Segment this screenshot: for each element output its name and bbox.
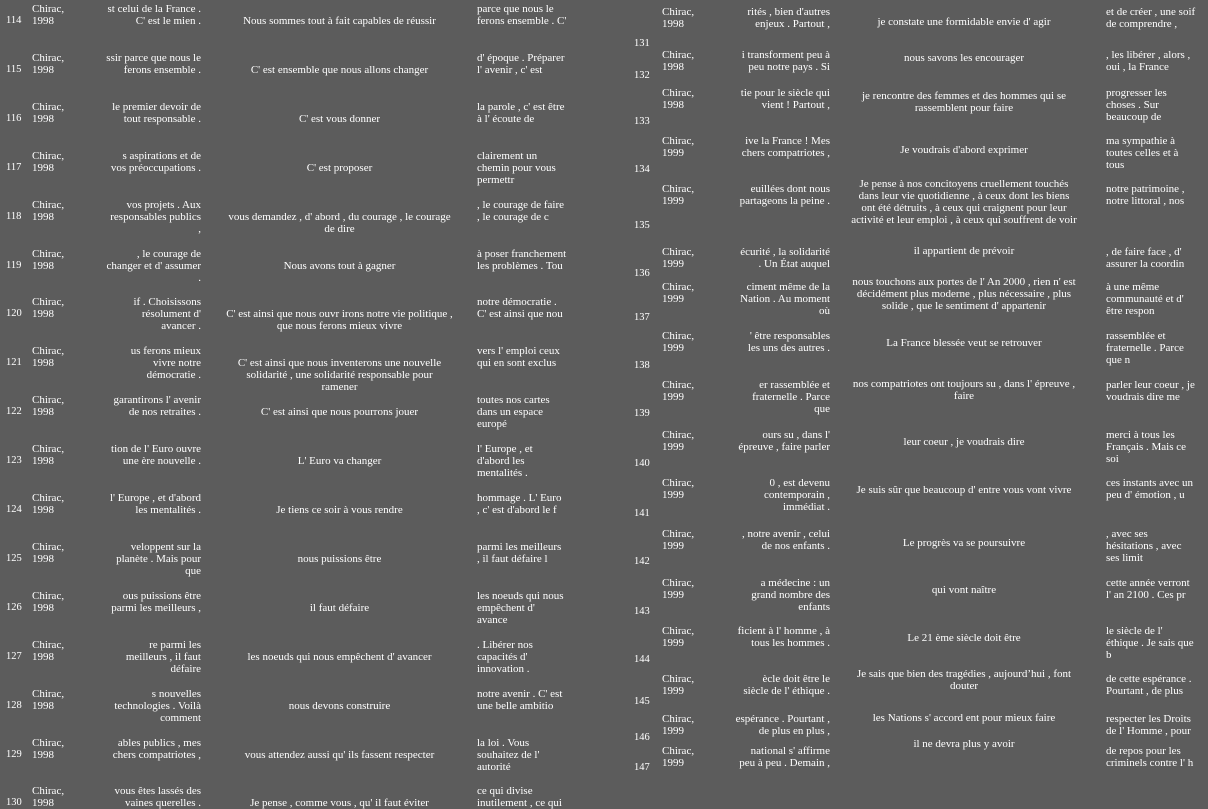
row-number: 130 — [6, 797, 22, 809]
row-number: 119 — [6, 259, 22, 271]
right-context: parce que nous le ferons ensemble . C' — [477, 3, 567, 27]
author-year: Chirac, 1999 — [662, 246, 695, 270]
author-year: Chirac, 1999 — [662, 673, 695, 697]
author-year: Chirac, 1998 — [32, 100, 65, 125]
keyword-context: Nous sommes tout à fait capables de réussir — [243, 15, 436, 27]
author-year: Chirac, 1998 — [32, 149, 65, 174]
right-context: de repos pour les criminels contre l' h — [1106, 745, 1194, 769]
author-year: Chirac, 1999 — [662, 577, 695, 601]
left-context: ive la France ! Mes chers compatriotes , — [741, 135, 830, 159]
left-context: national s' affirme peu à peu . Demain , — [739, 745, 830, 769]
keyword-context: leur coeur , je voudrais dire — [903, 436, 1025, 448]
row-number: 137 — [634, 312, 650, 323]
right-context: , avec ses hésitations , avec ses limit — [1106, 528, 1182, 564]
keyword-context: nous devons construire — [288, 699, 391, 712]
left-context: tion de l' Euro ouvre une ère nouvelle . — [111, 443, 201, 468]
left-context: st celui de la France . C' est le mien . — [107, 3, 201, 27]
right-context: parler leur coeur , je voudrais dire me — [1106, 379, 1195, 403]
keyword-context: Je pense à nos concitoyens cruellement touchés dans leur vie quotidienne , à ceux dont les biens ont été détruits , à ceux qui craignent pour leur activité et leur emploi , à ceux qui souffrent de voir — [851, 178, 1077, 226]
keyword-context: il ne devra plus y avoir — [913, 738, 1015, 750]
keyword-context: Je voudrais d'abord exprimer — [900, 144, 1028, 156]
left-context: us ferons mieux vivre notre démocratie . — [130, 345, 201, 382]
row-number: 114 — [6, 15, 22, 26]
left-context: er rassemblée et fraternelle . Parce que — [752, 379, 830, 415]
left-context: s aspirations et de vos préoccupations . — [110, 149, 201, 174]
keyword-context: je constate une formidable envie d' agir — [877, 16, 1051, 28]
keyword-context: Nous avons tout à gagner — [283, 259, 396, 272]
keyword-context: vous demandez , d' abord , du courage , le courage de dire — [228, 210, 451, 235]
row-number: 139 — [634, 408, 650, 419]
right-context: hommage . L' Euro , c' est d'abord le f — [477, 492, 562, 516]
right-context: merci à tous les Français . Mais ce soi — [1106, 429, 1187, 465]
right-context: rassemblée et fraternelle . Parce que n — [1106, 330, 1184, 366]
row-number: 144 — [634, 654, 650, 665]
keyword-context: C' est proposer — [306, 161, 373, 174]
left-context: , notre avenir , celui de nos enfants . — [742, 528, 830, 552]
right-context: , de faire face , d' assurer la coordin — [1106, 246, 1185, 270]
row-number: 132 — [634, 70, 650, 81]
left-context: ssir parce que nous le ferons ensemble . — [106, 51, 201, 76]
keyword-context: C' est ensemble que nous allons changer — [250, 63, 429, 76]
right-context: notre patrimoine , notre littoral , nos — [1106, 183, 1185, 207]
right-context: les noeuds qui nous empêchent d' avance — [477, 589, 564, 626]
author-year: Chirac, 1999 — [662, 135, 695, 159]
keyword-context: nos compatriotes ont toujours su , dans l' épreuve , faire — [852, 378, 1076, 402]
keyword-context: Je sais que bien des tragédies , aujourd’hui , font douter — [856, 668, 1072, 692]
row-number: 117 — [6, 161, 22, 173]
author-year: Chirac, 1998 — [32, 540, 65, 565]
author-year: Chirac, 1998 — [32, 736, 65, 761]
right-context: la parole , c' est être à l' écoute de — [477, 100, 565, 125]
row-number: 134 — [634, 164, 650, 175]
left-context: écurité , la solidarité . Un État auquel — [740, 246, 830, 270]
row-number: 123 — [6, 455, 22, 467]
left-context: ficient à l' homme , à tous les hommes . — [737, 625, 830, 649]
right-context: progresser les choses . Sur beaucoup de — [1106, 87, 1167, 123]
row-number: 141 — [634, 508, 650, 519]
right-context: vers l' emploi ceux qui en sont exclus — [477, 345, 560, 370]
row-number: 145 — [634, 696, 650, 707]
right-context: le siècle de l' éthique . Je sais que b — [1106, 625, 1194, 661]
row-number: 128 — [6, 699, 22, 711]
right-context: notre démocratie . C' est ainsi que nou — [477, 296, 563, 321]
right-context: l' Europe , et d'abord les mentalités . — [477, 443, 533, 480]
keyword-context: vous attendez aussi qu' ils fassent respecter — [244, 748, 435, 761]
author-year: Chirac, 1999 — [662, 429, 695, 453]
keyword-context: je rencontre des femmes et des hommes qui se rassemblent pour faire — [861, 90, 1067, 114]
author-year: Chirac, 1998 — [32, 394, 65, 419]
author-year: Chirac, 1999 — [662, 330, 695, 354]
row-number: 147 — [634, 762, 650, 773]
author-year: Chirac, 1998 — [32, 51, 65, 76]
keyword-context: C' est ainsi que nous pourrons jouer — [260, 406, 419, 419]
left-context: ciment même de la Nation . Au moment où — [740, 281, 830, 317]
author-year: Chirac, 1998 — [662, 49, 695, 73]
row-number: 140 — [634, 458, 650, 469]
row-number: 122 — [6, 406, 22, 418]
author-year: Chirac, 1998 — [32, 443, 65, 468]
author-year: Chirac, 1999 — [662, 477, 695, 501]
left-context: ous puissions être parmi les meilleurs , — [111, 589, 201, 614]
right-context: de cette espérance . Pourtant , de plus — [1106, 673, 1192, 697]
author-year: Chirac, 1998 — [32, 198, 65, 223]
left-context: if . Choisissons résolument d' avancer . — [133, 296, 201, 333]
row-number: 146 — [634, 732, 650, 743]
row-number: 116 — [6, 112, 22, 124]
right-context: et de créer , une soif de comprendre , — [1106, 6, 1196, 30]
keyword-context: les noeuds qui nous empêchent d' avancer — [247, 650, 432, 663]
left-context: ècle doit être le siècle de l' éthique . — [743, 673, 830, 697]
author-year: Chirac, 1998 — [32, 296, 65, 321]
left-context: rités , bien d'autres enjeux . Partout , — [747, 6, 830, 30]
author-year: Chirac, 1999 — [662, 625, 695, 649]
keyword-context: il appartient de prévoir — [913, 245, 1015, 257]
row-number: 135 — [634, 220, 650, 231]
author-year: Chirac, 1998 — [32, 687, 65, 712]
keyword-context: Je tiens ce soir à vous rendre — [276, 504, 403, 516]
left-context: garantirons l' avenir de nos retraites . — [113, 394, 201, 419]
right-context: toutes nos cartes dans un espace europé — [477, 394, 550, 431]
author-year: Chirac, 1998 — [662, 87, 695, 111]
row-number: 136 — [634, 268, 650, 279]
right-context: notre avenir . C' est une belle ambitio — [477, 687, 563, 712]
right-context: parmi les meilleurs , il faut défaire l — [477, 540, 562, 565]
author-year: Chirac, 1998 — [32, 345, 65, 370]
left-context: le premier devoir de tout responsable . — [112, 100, 201, 125]
right-context: , le courage de faire , le courage de c — [477, 198, 565, 223]
row-number: 133 — [634, 116, 650, 127]
keyword-context: C' est vous donner — [298, 112, 381, 125]
left-context: ours su , dans l' épreuve , faire parler — [738, 429, 830, 453]
right-context: ma sympathie à toutes celles et à tous — [1106, 135, 1179, 171]
right-context: cette année verront l' an 2100 . Ces pr — [1106, 577, 1190, 601]
keyword-context: nous touchons aux portes de l' An 2000 , rien n' est décidément plus moderne , plus nécessaire , plus solide , que le sentiment d' appartenir — [852, 276, 1076, 312]
left-context: ' être responsables les uns des autres . — [747, 330, 830, 354]
left-context: 0 , est devenu contemporain , immédiat . — [764, 477, 830, 513]
author-year: Chirac, 1999 — [662, 713, 695, 737]
right-context: respecter les Droits de l' Homme , pour — [1106, 713, 1191, 737]
keyword-context: C' est ainsi que nous ouvr irons notre vie politique , que nous ferons mieux vivre — [226, 308, 453, 333]
right-context: ces instants avec un peu d' émotion , u — [1106, 477, 1194, 501]
left-context: a médecine : un grand nombre des enfants — [751, 577, 830, 613]
row-number: 120 — [6, 308, 22, 320]
keyword-context: les Nations s' accord ent pour mieux faire — [872, 712, 1056, 724]
left-context: l' Europe , et d'abord les mentalités . — [109, 492, 201, 516]
left-context: i transforment peu à peu notre pays . Si — [741, 49, 830, 73]
keyword-context: La France blessée veut se retrouver — [886, 337, 1042, 349]
keyword-context: Je suis sûr que beaucoup d' entre vous vont vivre — [856, 484, 1072, 496]
right-context: à poser franchement les problèmes . Tou — [477, 247, 567, 272]
left-context: ables publics , mes chers compatriotes , — [112, 736, 201, 761]
author-year: Chirac, 1999 — [662, 745, 695, 769]
keyword-context: Je pense , comme vous , qu' il faut éviter — [250, 797, 429, 809]
keyword-context: qui vont naître — [931, 584, 997, 596]
author-year: Chirac, 1998 — [662, 6, 695, 30]
left-context: vos projets . Aux responsables publics , — [110, 198, 201, 235]
keyword-context: nous savons les encourager — [903, 52, 1025, 64]
row-number: 138 — [634, 360, 650, 371]
author-year: Chirac, 1999 — [662, 528, 695, 552]
row-number: 125 — [6, 552, 22, 564]
author-year: Chirac, 1999 — [662, 281, 695, 305]
left-context: tie pour le siècle qui vient ! Partout , — [740, 87, 830, 111]
author-year: Chirac, 1998 — [32, 785, 65, 809]
author-year: Chirac, 1998 — [32, 638, 65, 663]
left-context: , le courage de changer et d' assumer . — [106, 247, 201, 284]
row-number: 124 — [6, 504, 22, 515]
keyword-context: Le progrès va se poursuivre — [902, 537, 1026, 549]
author-year: Chirac, 1998 — [32, 589, 65, 614]
row-number: 118 — [6, 210, 22, 222]
row-number: 129 — [6, 748, 22, 760]
left-context: vous êtes lassés des vaines querelles . — [114, 785, 201, 809]
row-number: 126 — [6, 601, 22, 613]
author-year: Chirac, 1999 — [662, 183, 695, 207]
row-number: 127 — [6, 650, 22, 662]
row-number: 121 — [6, 357, 22, 369]
right-context: ce qui divise inutilement , ce qui — [477, 785, 562, 809]
left-context: s nouvelles technologies . Voilà comment — [114, 687, 201, 724]
row-number: 143 — [634, 606, 650, 617]
left-context: euillées dont nous partageons la peine . — [739, 183, 830, 207]
row-number: 131 — [634, 38, 650, 49]
left-context: veloppent sur la planète . Mais pour que — [116, 540, 201, 577]
keyword-context: nous puissions être — [297, 552, 382, 565]
keyword-context: Le 21 ème siècle doit être — [907, 632, 1021, 644]
author-year: Chirac, 1998 — [32, 3, 65, 27]
keyword-context: L' Euro va changer — [297, 455, 382, 468]
right-context: d' époque . Préparer l' avenir , c' est — [477, 51, 565, 76]
right-context: à une même communauté et d' être respon — [1106, 281, 1184, 317]
author-year: Chirac, 1998 — [32, 492, 65, 516]
keyword-context: C' est ainsi que nous inventerons une nouvelle solidarité , une solidarité responsable pour ramener — [237, 357, 442, 394]
right-context: , les libérer , alors , oui , la France — [1106, 49, 1191, 73]
right-context: la loi . Vous souhaitez de l' autorité — [477, 736, 540, 773]
right-context: clairement un chemin pour vous permettr — [477, 149, 556, 186]
left-context: re parmi les meilleurs , il faut défaire — [125, 638, 201, 675]
author-year: Chirac, 1999 — [662, 379, 695, 403]
row-number: 142 — [634, 556, 650, 567]
row-number: 115 — [6, 63, 22, 75]
keyword-context: il faut défaire — [309, 601, 370, 614]
left-context: espérance . Pourtant , de plus en plus , — [735, 713, 830, 737]
right-context: . Libérer nos capacités d' innovation . — [477, 638, 533, 675]
author-year: Chirac, 1998 — [32, 247, 65, 272]
